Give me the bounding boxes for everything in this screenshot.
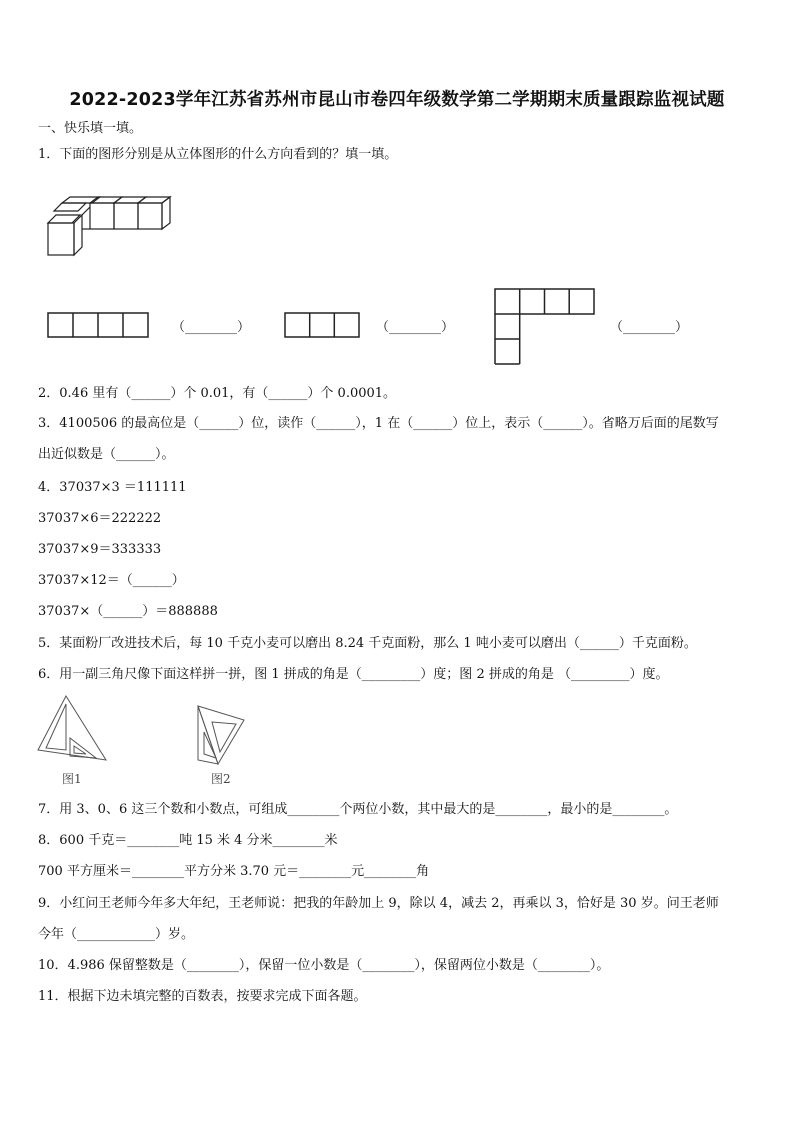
question-6: 6．用一副三角尺像下面这样拼一拼，图 1 拼成的角是（_________）度；图 2 拼成的角是 （_________）度。 (38, 667, 669, 682)
question-4-line1: 4．37037×3 ＝111111 (38, 480, 187, 495)
view-figure-3 (494, 288, 596, 366)
section-heading: 一、快乐填一填。 (38, 121, 143, 136)
answer-blank-2[interactable]: （________） (376, 320, 455, 335)
question-4-line3: 37037×9＝333333 (38, 542, 162, 557)
question-8-line1: 8．600 千克＝________吨 15 米 4 分米________米 (38, 833, 338, 848)
question-4-line2: 37037×6＝222222 (38, 511, 162, 526)
question-3-line1: 3．4100506 的最高位是（______）位，读作（______），1 在（______）位上，表示（______）。省略万后面的尾数写 (38, 416, 719, 431)
question-9-line2: 今年（____________）岁。 (38, 927, 195, 942)
page-title: 2022-2023学年江苏省苏州市昆山市卷四年级数学第二学期期末质量跟踪监视试题 (69, 90, 725, 110)
question-5: 5．某面粉厂改进技术后，每 10 千克小麦可以磨出 8.24 千克面粉，那么 1 吨小麦可以磨出（______）千克面粉。 (38, 636, 697, 651)
triangle-ruler-figure-2 (194, 704, 246, 766)
question-8-line2: 700 平方厘米＝________平方分米 3.70 元＝________元________角 (38, 864, 430, 879)
view-figure-1 (47, 312, 149, 338)
cube-solid-figure (46, 195, 172, 259)
question-3-line2: 出近似数是（______）。 (38, 447, 175, 462)
question-7: 7．用 3、0、6 这三个数和小数点，可组成________个两位小数，其中最大的是________，最小的是________。 (38, 802, 678, 817)
triangle-ruler-figure-1 (36, 694, 108, 766)
question-4-line5: 37037×（______）＝888888 (38, 604, 218, 619)
view-figure-2 (284, 312, 360, 338)
question-11: 11．根据下边未填完整的百数表，按要求完成下面各题。 (38, 989, 367, 1004)
answer-blank-1[interactable]: （________） (172, 320, 251, 335)
question-4-line4: 37037×12＝（______） (38, 573, 185, 588)
figure-caption-2: 图2 (211, 772, 231, 786)
answer-blank-3[interactable]: （________） (610, 320, 689, 335)
question-9-line1: 9．小红问王老师今年多大年纪，王老师说：把我的年龄加上 9，除以 4，减去 2，再乘以 3，恰好是 30 岁。问王老师 (38, 896, 719, 911)
question-1: 1．下面的图形分别是从立体图形的什么方向看到的？填一填。 (38, 147, 398, 162)
question-2: 2．0.46 里有（______）个 0.01，有（______）个 0.0001。 (38, 386, 397, 401)
question-10: 10．4.986 保留整数是（________），保留一位小数是（________），保留两位小数是（________）。 (38, 958, 610, 973)
figure-caption-1: 图1 (62, 772, 82, 786)
